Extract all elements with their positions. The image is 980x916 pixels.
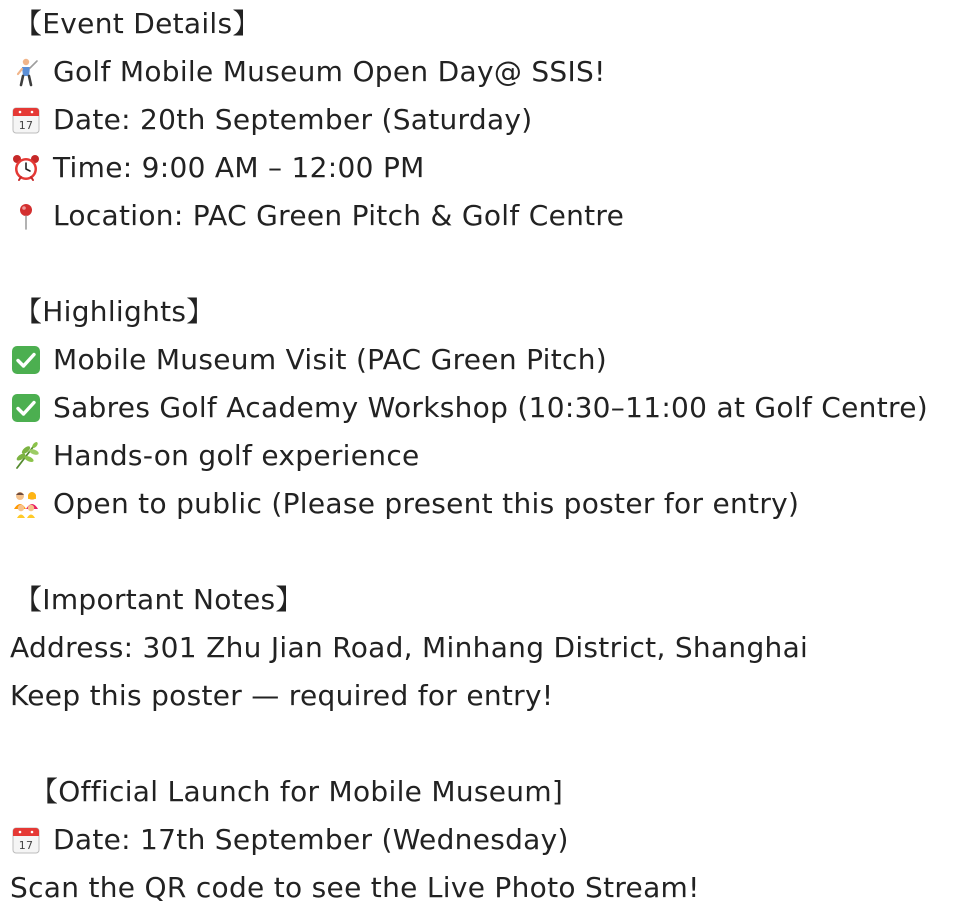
event-time-line <box>10 144 975 192</box>
event-time: Time: 9:00 AM – 12:00 PM <box>53 151 425 184</box>
qr-scan-line: Scan the QR code to see the Live Photo Stream! <box>10 871 700 904</box>
highlights-heading: 【Highlights】 <box>14 295 215 328</box>
family-icon <box>10 488 42 520</box>
highlight-item: Sabres Golf Academy Workshop (10:30–11:00 at Golf Centre) <box>10 384 975 432</box>
highlight-item: Mobile Museum Visit (PAC Green Pitch) <box>10 336 975 384</box>
svg-text:17: 17 <box>18 119 34 132</box>
alarm-clock-icon <box>10 152 42 184</box>
spacer <box>10 528 975 576</box>
launch-date-line: 17 Date: 17th September (Wednesday) <box>10 816 975 864</box>
calendar-icon <box>10 824 42 856</box>
event-location-line <box>10 192 975 240</box>
calendar-icon <box>10 104 42 136</box>
check-mark-icon <box>10 392 42 424</box>
spacer <box>10 720 975 768</box>
entry-note-line: Keep this poster — required for entry! <box>10 679 554 712</box>
event-post <box>10 0 975 912</box>
pushpin-icon <box>10 200 42 232</box>
herb-icon <box>10 440 42 472</box>
event-title-line <box>10 48 975 96</box>
event-location: Location: PAC Green Pitch & Golf Centre <box>53 199 625 232</box>
event-details-heading: 【Event Details】 <box>14 7 261 40</box>
event-title: Golf Mobile Museum Open Day@ SSIS! <box>53 55 606 88</box>
check-mark-icon <box>10 344 42 376</box>
spacer <box>10 240 975 288</box>
highlight-item: Open to public (Please present this poster for entry) <box>10 480 975 528</box>
golfer-icon <box>10 56 42 88</box>
important-notes-heading: 【Important Notes】 <box>14 583 304 616</box>
event-date-line <box>10 96 975 144</box>
event-date: Date: 20th September (Saturday) <box>53 103 533 136</box>
svg-text:17: 17 <box>18 839 34 852</box>
address-line: Address: 301 Zhu Jian Road, Minhang District, Shanghai <box>10 631 809 664</box>
official-launch-heading: 【Official Launch for Mobile Museum] <box>30 775 564 808</box>
highlight-item: Hands-on golf experience <box>10 432 975 480</box>
